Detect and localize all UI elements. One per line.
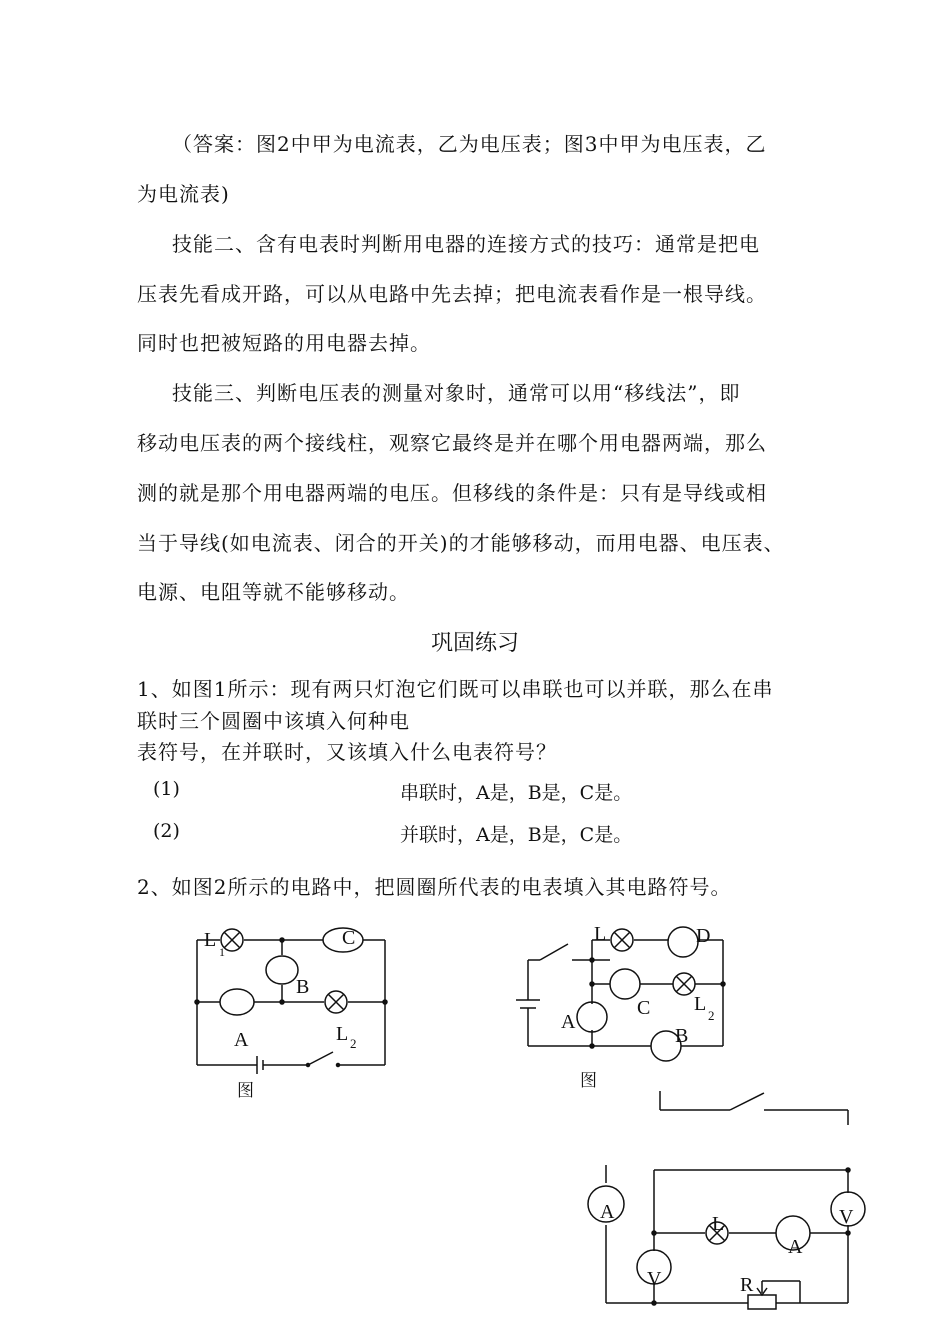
question-1-line-1: 1、如图1所示：现有两只灯泡它们既可以串联也可以并联，那么在串 bbox=[137, 677, 774, 701]
meter-A-circle bbox=[577, 1002, 607, 1032]
meter-C-circle bbox=[610, 969, 640, 999]
skill-two-line-1: 技能二、含有电表时判断用电器的连接方式的技巧：通常是把电 bbox=[172, 232, 760, 256]
rheostat-symbol bbox=[748, 1295, 776, 1309]
meter-B-circle bbox=[266, 956, 298, 984]
fig1-caption: 图 bbox=[237, 1081, 254, 1100]
skill-three-line-5: 电源、电阻等就不能够移动。 bbox=[137, 580, 410, 604]
answer-2-text: 并联时，A是，B是，C是。 bbox=[400, 824, 633, 846]
fig1-label-L1: L bbox=[204, 929, 217, 951]
fig1-label-B: B bbox=[296, 976, 310, 998]
meter-D-circle bbox=[668, 927, 698, 957]
fig2-label-A: A bbox=[561, 1011, 576, 1033]
fig2-label-L2: L bbox=[694, 993, 707, 1015]
skill-three-line-2: 移动电压表的两个接线柱，观察它最终是并在哪个用电器两端，那么 bbox=[137, 431, 767, 455]
fig3-label-V2: V bbox=[839, 1206, 854, 1228]
fig3-label-V1: V bbox=[647, 1268, 662, 1290]
skill-three-line-1: 技能三、判断电压表的测量对象时，通常可以用“移线法”，即 bbox=[172, 381, 741, 405]
fig1-label-L2-sub: 2 bbox=[350, 1036, 357, 1051]
answer-line-2: 为电流表) bbox=[137, 182, 230, 206]
fig1-label-A: A bbox=[234, 1029, 249, 1051]
fig2-label-L2-sub: 2 bbox=[708, 1008, 715, 1023]
skill-three-line-3: 测的就是那个用电器两端的电压。但移线的条件是：只有是导线或相 bbox=[137, 481, 767, 505]
fig2-label-D: D bbox=[696, 925, 711, 947]
fig2-label-B: B bbox=[675, 1025, 689, 1047]
fig2-label-C: C bbox=[637, 997, 651, 1019]
question-1-line-2: 联时三个圆圈中该填入何种电 bbox=[137, 709, 410, 733]
fig1-label-L2: L bbox=[336, 1023, 349, 1045]
figure-2-circuit bbox=[510, 920, 730, 1090]
figure-3-circuit bbox=[580, 1085, 870, 1344]
fig2-label-L1: L bbox=[594, 923, 607, 945]
figure-1-circuit bbox=[190, 920, 400, 1100]
answer-1-text: 串联时，A是，B是，C是。 bbox=[400, 782, 633, 804]
fig3-label-A2: A bbox=[788, 1236, 803, 1258]
fig1-label-C: C bbox=[342, 927, 356, 949]
skill-two-line-2: 压表先看成开路，可以从电路中先去掉；把电流表看作是一根导线。 bbox=[137, 282, 767, 306]
fig1-label-L1-sub: 1 bbox=[219, 945, 225, 959]
skill-two-line-3: 同时也把被短路的用电器去掉。 bbox=[137, 331, 431, 355]
section-title: 巩固练习 bbox=[430, 631, 519, 656]
fig3-label-A1: A bbox=[600, 1201, 615, 1223]
fig3-label-L: L bbox=[712, 1213, 725, 1235]
question-1-line-3: 表符号，在并联时，又该填入什么电表符号？ bbox=[137, 740, 557, 764]
skill-three-line-4: 当于导线(如电流表、闭合的开关)的才能够移动，而用电器、电压表、 bbox=[137, 531, 785, 555]
fig2-caption: 图 bbox=[580, 1071, 597, 1090]
answer-line-1: （答案：图2中甲为电流表，乙为电压表；图3中甲为电压表，乙 bbox=[172, 132, 767, 156]
answer-2-number: (2) bbox=[153, 820, 180, 842]
answer-1-number: (1) bbox=[153, 778, 180, 800]
question-2-line: 2、如图2所示的电路中，把圆圈所代表的电表填入其电路符号。 bbox=[137, 875, 732, 899]
meter-A-circle bbox=[220, 989, 254, 1015]
fig3-label-R: R bbox=[740, 1274, 754, 1296]
